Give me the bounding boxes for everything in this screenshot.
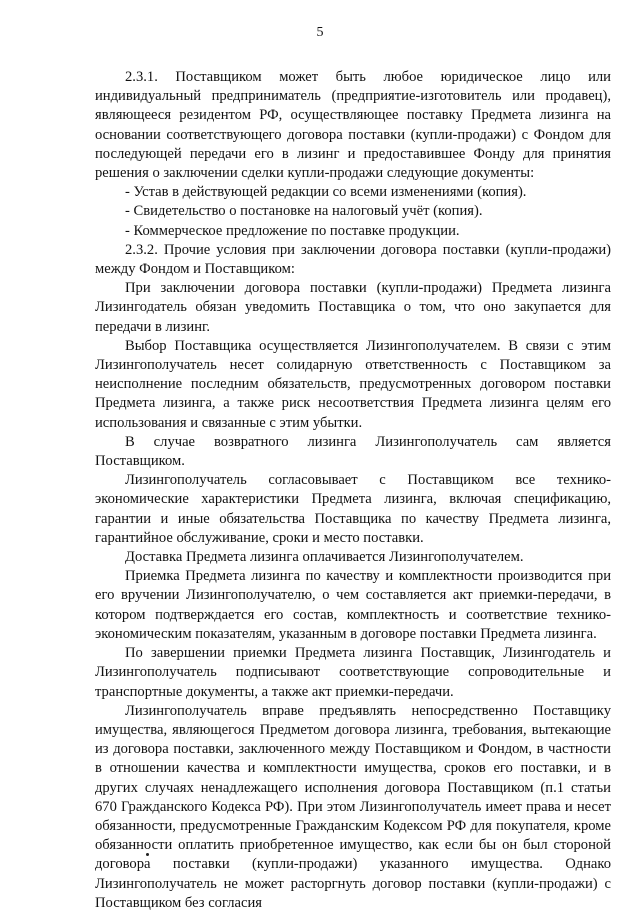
- scan-dot-mark: [146, 853, 149, 856]
- list-item-charter: - Устав в действующей редакции со всеми изменениями (копия).: [125, 184, 527, 201]
- paragraph-notify-supplier: При заключении договора поставки (купли-продажи) Предмета лизинга Лизингодатель обязан уведомить Поставщика о том, что оно закупается для передачи в лизинг.: [95, 280, 611, 335]
- page-number: 5: [316, 25, 324, 40]
- list-item-tax-certificate: - Свидетельство о постановке на налоговый учёт (копия).: [125, 203, 483, 220]
- document-body: [95, 68, 611, 913]
- paragraph-signing: По завершении приемки Предмета лизинга Поставщик, Лизингодатель и Лизингополучатель подписывают соответствующие сопроводительные и транспортные документы, а также акт приемки-передачи.: [95, 645, 611, 700]
- paragraph-delivery-payment: Доставка Предмета лизинга оплачивается Лизингополучателем.: [125, 549, 524, 566]
- paragraph-supplier-choice: Выбор Поставщика осуществляется Лизингополучателем. В связи с этим Лизингополучатель несет солидарную ответственность с Поставщиком за неисполнение последним обязательств, предусмотренных договором поставки Предмета лизинга, а также риск несоответствия Предмета лизинга целям его использования и связанные с этим убытки.: [95, 337, 611, 431]
- paragraph-return-leasing: В случае возвратного лизинга Лизингополучатель сам является Поставщиком.: [95, 433, 611, 470]
- paragraph-2-3-1: 2.3.1. Поставщиком может быть любое юридическое лицо или индивидуальный предприниматель (предприятие-изготовитель или продавец), являющееся резидентом РФ, осуществляющее поставку Предмета лизинга на основании соответствующего договора поставки (купли-продажи) с Фондом для последующей передачи его в лизинг и предоставившее Фонду для принятия решения о заключении сделки купли-продажи следующие документы:: [95, 69, 611, 182]
- paragraph-claims: Лизингополучатель вправе предъявлять непосредственно Поставщику имущества, являющегося Предметом договора лизинга, требования, вытекающие из договора поставки, заключенного между Поставщиком и Фондом, в частности в отношении качества и комплектности имущества, сроков его поставки, и в других случаях ненадлежащего исполнения договора Поставщиком (п.1 статьи 670 Гражданского Кодекса РФ). При этом Лизингополучатель имеет права и несет обязанности, предусмотренные Гражданским Кодексом РФ для покупателя, кроме обязанности оплатить приобретенное имущество, как если бы он был стороной договора поставки (купли-продажи) указанного имущества. Однако Лизингополучатель не может расторгнуть договор поставки (купли-продажи) с Поставщиком без согласия: [95, 702, 611, 911]
- list-item-commercial-offer: - Коммерческое предложение по поставке продукции.: [125, 222, 460, 239]
- paragraph-specifications: Лизингополучатель согласовывает с Поставщиком все технико-экономические характеристики Предмета лизинга, включая спецификацию, гарантии и иные обязательства Поставщика по качеству Предмета лизинга, гарантийное обслуживание, сроки и место поставки.: [95, 472, 611, 546]
- paragraph-2-3-2: 2.3.2. Прочие условия при заключении договора поставки (купли-продажи) между Фондом и Поставщиком:: [95, 241, 611, 278]
- paragraph-acceptance: Приемка Предмета лизинга по качеству и комплектности производится при его вручении Лизингополучателю, о чем составляется акт приемки-передачи, в котором подтверждается его состав, комплектность и соответствие технико-экономическим показателям, указанным в договоре поставки Предмета лизинга.: [95, 568, 611, 642]
